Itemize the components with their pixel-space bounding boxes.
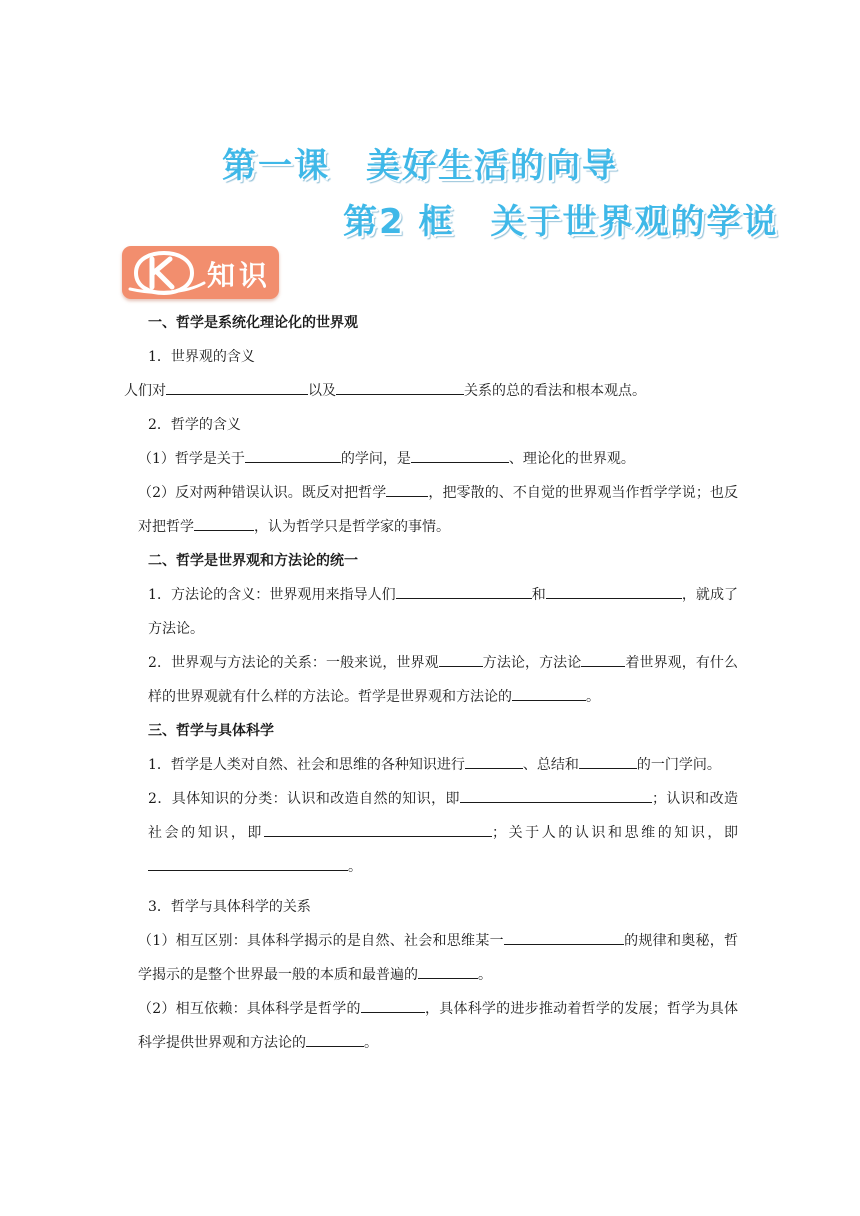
s3-item-3: 3．哲学与具体科学的关系 — [148, 899, 311, 915]
fill-blank — [504, 930, 624, 945]
fill-blank — [245, 448, 341, 463]
k-logo-icon — [126, 249, 206, 297]
text: 、理论化的世界观。 — [508, 451, 635, 467]
fill-blank — [411, 448, 509, 463]
s3-item-2 — [124, 782, 738, 884]
text: 的一门学问。 — [636, 757, 721, 773]
text: 的学问，是 — [340, 451, 411, 467]
fill-blank — [581, 652, 625, 667]
s2-item-2 — [124, 646, 738, 714]
fill-blank — [386, 482, 428, 497]
s1-item-1: 1．世界观的含义 — [148, 349, 255, 365]
text: 。 — [478, 967, 492, 983]
heading-2: 二、哲学是世界观和方法论的统一 — [148, 553, 358, 569]
fill-blank — [418, 964, 478, 979]
fill-blank — [396, 584, 532, 599]
s3-item-1 — [124, 748, 738, 782]
text: 以及 — [308, 383, 336, 399]
s1-item-1-text — [124, 374, 738, 408]
fill-blank — [546, 584, 682, 599]
text: 。 — [586, 689, 600, 705]
badge-label: 知识 — [207, 259, 272, 292]
text: ，具体科学的进步推动着哲学的发展；哲学为具体科学提供世界观和方法论的 — [138, 1001, 738, 1051]
fill-blank — [166, 380, 308, 395]
knowledge-badge — [122, 246, 279, 299]
text: ，把零散的、不自觉的世界观当作哲学学说；也反对把哲学 — [138, 485, 739, 535]
lesson-title: 第一课 美好生活的向导 — [222, 146, 618, 186]
s1-item-2-1 — [124, 442, 738, 476]
fill-blank — [439, 652, 483, 667]
text: ；关于人的认识和思维的知识，即 — [492, 825, 738, 841]
text: 2．世界观与方法论的关系：一般来说，世界观 — [148, 655, 439, 671]
text: 和 — [531, 587, 546, 603]
text: 。 — [348, 859, 362, 875]
s2-item-1 — [124, 578, 738, 646]
section-title: 第2 框 关于世界观的学说 — [343, 202, 779, 242]
text: 2．具体知识的分类：认识和改造自然的知识，即 — [148, 791, 460, 807]
worksheet-content — [124, 306, 738, 1060]
text: 1．哲学是人类对自然、社会和思维的各种知识进行 — [148, 757, 465, 773]
text: （2）反对两种错误认识。既反对把哲学 — [138, 485, 387, 501]
text: 1．方法论的含义：世界观用来指导人们 — [148, 587, 396, 603]
s1-item-2-2 — [124, 476, 738, 544]
text: ；认识和改造社会的知识，即 — [148, 791, 739, 841]
s3-item-3-2 — [124, 992, 738, 1060]
text: 。 — [364, 1035, 378, 1051]
fill-blank — [361, 998, 425, 1013]
text: （1）相互区别：具体科学揭示的是自然、社会和思维某一 — [138, 933, 504, 949]
text: 、总结和 — [522, 757, 579, 773]
text: 着世界观，有什么样的世界观就有什么样的方法论。哲学是世界观和方法论的 — [148, 655, 739, 705]
heading-3: 三、哲学与具体科学 — [148, 723, 274, 739]
text: ，认为哲学只是哲学家的事情。 — [254, 519, 450, 535]
fill-blank — [194, 516, 254, 531]
fill-blank — [465, 754, 523, 769]
fill-blank — [512, 686, 586, 701]
heading-1: 一、哲学是系统化理论化的世界观 — [148, 315, 358, 331]
text: （1）哲学是关于 — [138, 451, 245, 467]
s3-item-3-1 — [124, 924, 738, 992]
fill-blank — [306, 1032, 364, 1047]
text: 的规律和奥秘，哲学揭示的是整个世界最一般的本质和最普遍的 — [138, 933, 739, 983]
fill-blank — [579, 754, 637, 769]
s1-item-2: 2．哲学的含义 — [148, 417, 241, 433]
fill-blank — [336, 380, 464, 395]
fill-blank — [264, 822, 492, 837]
text: ，就成了方法论。 — [148, 587, 739, 637]
fill-blank — [460, 788, 652, 803]
text: （2）相互依赖：具体科学是哲学的 — [138, 1001, 361, 1017]
text: 人们对 — [124, 383, 166, 399]
text: 关系的总的看法和根本观点。 — [464, 383, 646, 399]
text: 方法论，方法论 — [482, 655, 582, 671]
fill-blank — [148, 856, 348, 871]
